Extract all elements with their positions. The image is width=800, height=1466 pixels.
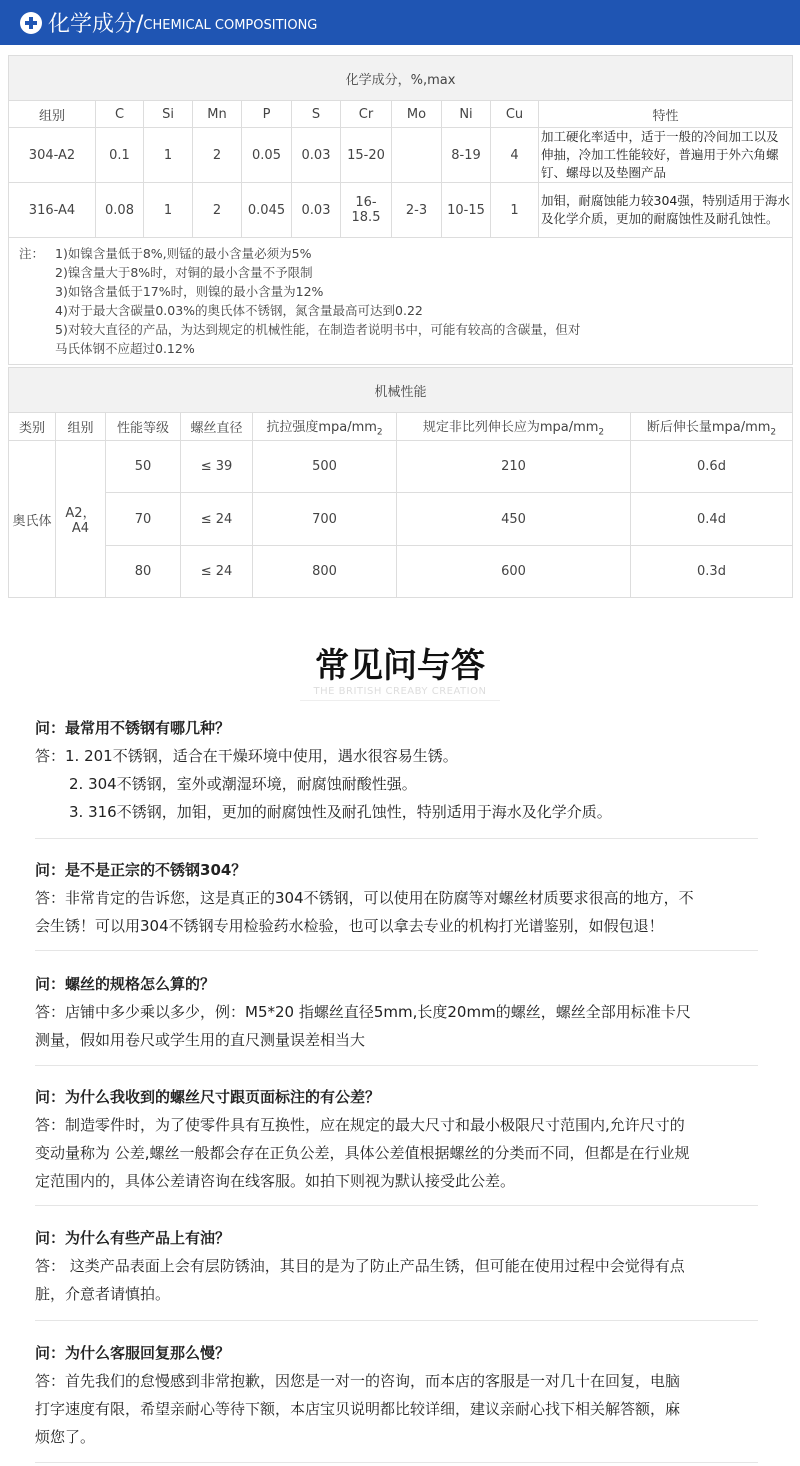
- column-header: 组别: [9, 101, 96, 128]
- faq-answer-line: 脏，介意者请慎拍。: [35, 1285, 171, 1303]
- faq-question: 问：最常用不锈钢有哪几种？: [35, 719, 231, 737]
- table-cell: 0.4d: [631, 493, 793, 546]
- column-header-text: 断后伸长量mpa/mm: [646, 419, 771, 435]
- divider: [35, 1205, 758, 1206]
- table-cell: 500: [253, 441, 397, 493]
- table-cell: 0.1: [96, 128, 144, 183]
- property-cell: 加钼，耐腐蚀能力较304强，特别适用于海水及化学介质，更加的耐腐蚀性及耐孔蚀性。: [539, 183, 793, 238]
- table-cell: 210: [397, 441, 631, 493]
- table-cell: 50: [106, 441, 181, 493]
- faq-answer-line: 答：首先我们的怠慢感到非常抱歉，因您是一对一的咨询，而本店的客服是一对几十在回复，电脑: [35, 1372, 681, 1390]
- faq-answer-line: 定范围内的，具体公差请咨询在线客服。如拍下则视为默认接受此公差。: [35, 1172, 516, 1190]
- faq-answer-line: 答：1. 201不锈钢，适合在干燥环境中使用，遇水很容易生锈。: [35, 747, 458, 765]
- table-caption: 化学成分，%,max: [9, 56, 793, 101]
- table-caption: 机械性能: [9, 368, 793, 413]
- column-header: C: [96, 101, 144, 128]
- faq-answer-line: 答： 这类产品表面上会有层防锈油，其目的是为了防止产品生锈，但可能在使用过程中会觉得有点: [35, 1257, 685, 1275]
- table-cell: 15-20: [341, 128, 392, 183]
- notes-label: [19, 282, 55, 301]
- faq-answer-line: 答：非常肯定的告诉您，这是真正的304不锈钢，可以使用在防腐等对螺丝材质要求很高的地方，不: [35, 889, 694, 907]
- mechanical-properties-table: [8, 367, 793, 598]
- section-header: [0, 0, 800, 45]
- note-line: [19, 339, 782, 358]
- table-cell: 80: [106, 546, 181, 598]
- notes-label: 注：: [19, 246, 45, 261]
- faq-answer-line: 烦您了。: [35, 1428, 96, 1446]
- faq-answer-line: 2. 304不锈钢，室外或潮湿环境，耐腐蚀耐酸性强。: [69, 775, 417, 793]
- section-title-cn: 化学成分/: [48, 12, 144, 37]
- table-cell: 2-3: [392, 183, 442, 238]
- header-row: [9, 101, 793, 128]
- divider: [35, 1320, 758, 1321]
- note-line: [19, 263, 782, 282]
- table-cell: 0.05: [242, 128, 292, 183]
- note-line: [19, 320, 782, 339]
- group-cell: A2，A4: [56, 441, 106, 598]
- faq-question: 问：为什么客服回复那么慢？: [35, 1344, 231, 1362]
- faq-item: [35, 714, 765, 826]
- table-cell: 800: [253, 546, 397, 598]
- table-cell: 1: [144, 128, 193, 183]
- divider: [300, 700, 500, 701]
- column-header: [397, 413, 631, 441]
- table-cell: ≤ 24: [181, 493, 253, 546]
- property-cell: 加工硬化率适中，适于一般的冷间加工以及伸抽，冷加工性能较好，普遍用于外六角螺钉、螺母以及垫圈产品: [539, 128, 793, 183]
- note-text: 1)如镍含量低于8%,则锰的最小含量必须为5%: [55, 246, 312, 261]
- faq-item: [35, 856, 765, 940]
- column-header: Mo: [392, 101, 442, 128]
- note-line: [19, 282, 782, 301]
- column-header: [181, 413, 253, 441]
- plus-circle-icon: [20, 12, 42, 34]
- table-row: [9, 546, 793, 598]
- column-header: Mn: [193, 101, 242, 128]
- table-cell: 0.03: [292, 128, 341, 183]
- note-line: [19, 301, 782, 320]
- table-row: [9, 493, 793, 546]
- note-text: 5)对较大直径的产品，为达到规定的机械性能，在制造者说明书中，可能有较高的含碳量，但对: [55, 322, 581, 337]
- header-row: [9, 413, 793, 441]
- note-text: 4)对于最大含碳量0.03%的奥氏体不锈钢，氮含量最高可达到0.22: [55, 303, 423, 318]
- faq-answer-line: 答：店铺中多少乘以多少，例：M5*20 指螺丝直径5mm,长度20mm的螺丝，螺丝全部用标准卡尺: [35, 1003, 691, 1021]
- note-line: [19, 244, 782, 263]
- faq-question: 问：为什么有些产品上有油？: [35, 1229, 231, 1247]
- table-row: [9, 128, 793, 183]
- column-header: P: [242, 101, 292, 128]
- column-header: [253, 413, 397, 441]
- faq-answer-line: 打字速度有限，希望亲耐心等待下额，本店宝贝说明都比较详细，建议亲耐心找下相关解答额，麻: [35, 1400, 681, 1418]
- table-cell: 4: [491, 128, 539, 183]
- faq-answer-line: 3. 316不锈钢，加钼，更加的耐腐蚀性及耐孔蚀性，特别适用于海水及化学介质。: [69, 803, 612, 821]
- column-header: [106, 413, 181, 441]
- table-cell: 450: [397, 493, 631, 546]
- faq-question: 问：是不是正宗的不锈钢304？: [35, 861, 247, 879]
- category-cell: 奥氏体: [9, 441, 56, 598]
- table-cell: 600: [397, 546, 631, 598]
- table-cell: 16-18.5: [341, 183, 392, 238]
- note-text: 3)如铬含量低于17%时，则镍的最小含量为12%: [55, 284, 324, 299]
- table-cell: 2: [193, 183, 242, 238]
- faq-item: [35, 970, 765, 1054]
- notes: [9, 238, 793, 365]
- divider: [35, 950, 758, 951]
- column-header: [56, 413, 106, 441]
- section-title-en: CHEMICAL COMPOSITIONG: [143, 18, 318, 33]
- faq-answer-line: 测量，假如用卷尺或学生用的直尺测量误差相当大: [35, 1031, 366, 1049]
- table-cell: 10-15: [442, 183, 491, 238]
- column-header: 特性: [539, 101, 793, 128]
- column-header-text: 螺丝直径: [190, 421, 243, 436]
- table-cell: 316-A4: [9, 183, 96, 238]
- table-cell: ≤ 39: [181, 441, 253, 493]
- divider: [35, 1065, 758, 1066]
- table-cell: 0.08: [96, 183, 144, 238]
- divider: [35, 1462, 758, 1463]
- notes-label: [19, 339, 55, 358]
- notes-label: [19, 263, 55, 282]
- table-cell: 0.03: [292, 183, 341, 238]
- unit-subscript: 2: [770, 427, 777, 438]
- table-cell: 0.045: [242, 183, 292, 238]
- unit-subscript: 2: [376, 427, 383, 438]
- column-header-text: 类别: [18, 421, 45, 436]
- faq-question: 问：为什么我收到的螺丝尺寸跟页面标注的有公差？: [35, 1088, 381, 1106]
- table-cell: 0.3d: [631, 546, 793, 598]
- faq-answer-line: 答：制造零件时，为了使零件具有互换性，应在规定的最大尺寸和最小极限尺寸范围内,允许尺寸的: [35, 1116, 685, 1134]
- column-header: S: [292, 101, 341, 128]
- notes-label: [19, 301, 55, 320]
- table-cell: 1: [144, 183, 193, 238]
- faq-answer-line: 会生锈！可以用304不锈钢专用检验药水检验，也可以拿去专业的机构打光谱鉴别，如假包退！: [35, 917, 664, 935]
- unit-subscript: 2: [598, 427, 605, 438]
- column-header: Si: [144, 101, 193, 128]
- column-header: [631, 413, 793, 441]
- faq-answer-line: 变动量称为 公差,螺丝一般都会存在正负公差，具体公差值根据螺丝的分类而不同，但都是在行业规: [35, 1144, 690, 1162]
- divider: [35, 838, 758, 839]
- column-header-text: 抗拉强度mpa/mm: [266, 419, 377, 435]
- column-header-text: 性能等级: [116, 421, 169, 436]
- chemical-composition-table: [8, 55, 793, 365]
- column-header-text: 规定非比列伸长应为mpa/mm: [422, 419, 599, 435]
- note-text: 2)镍含量大于8%时，对铜的最小含量不予限制: [55, 265, 313, 280]
- faq-question: 问：螺丝的规格怎么算的？: [35, 975, 216, 993]
- table-cell: 8-19: [442, 128, 491, 183]
- table-row: [9, 441, 793, 493]
- faq-subtitle: THE BRITISH CREABY CREATION: [313, 686, 487, 697]
- column-header: Ni: [442, 101, 491, 128]
- column-header: Cr: [341, 101, 392, 128]
- notes-label: [19, 320, 55, 339]
- table-cell: 1: [491, 183, 539, 238]
- table-cell: 304-A2: [9, 128, 96, 183]
- column-header: Cu: [491, 101, 539, 128]
- table-cell: [392, 128, 442, 183]
- column-header-text: 组别: [67, 421, 94, 436]
- table-cell: ≤ 24: [181, 546, 253, 598]
- faq-item: [35, 1083, 765, 1195]
- table-cell: 70: [106, 493, 181, 546]
- note-text: 马氏体钢不应超过0.12%: [55, 341, 195, 356]
- faq-item: [35, 1339, 765, 1451]
- column-header: [9, 413, 56, 441]
- table-cell: 0.6d: [631, 441, 793, 493]
- table-row: [9, 183, 793, 238]
- faq-title: 常见问与答: [315, 646, 485, 686]
- faq-item: [35, 1224, 765, 1308]
- table-cell: 2: [193, 128, 242, 183]
- table-cell: 700: [253, 493, 397, 546]
